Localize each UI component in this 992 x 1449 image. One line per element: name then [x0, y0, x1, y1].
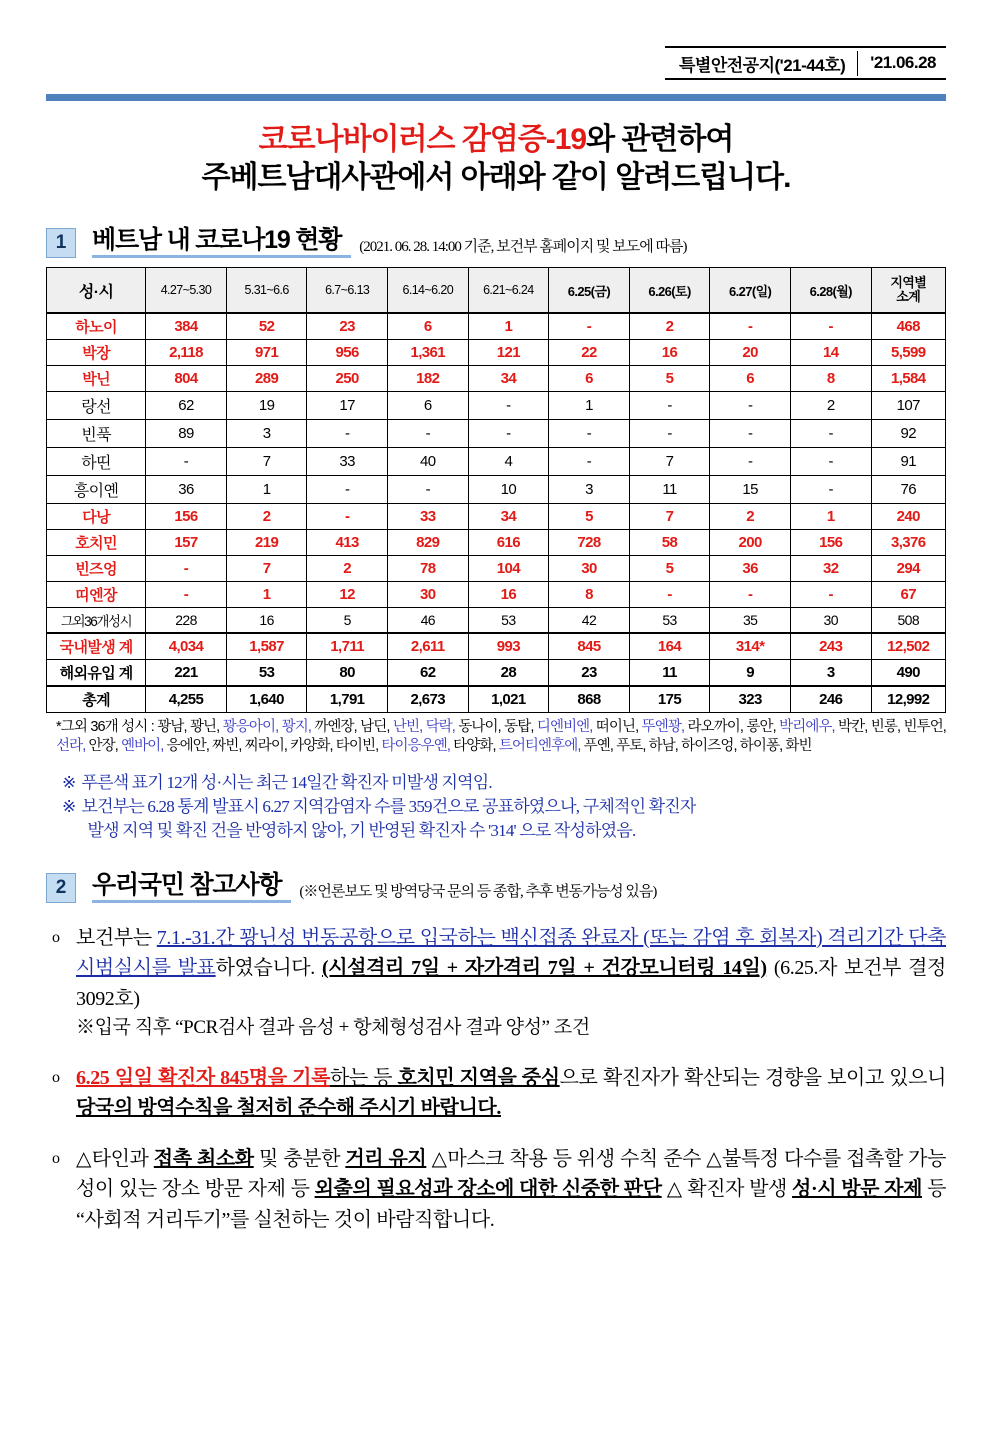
bullet-text	[76, 923, 946, 1043]
table-cell: 5	[307, 608, 388, 634]
province-name: 꽝응아이,	[222, 719, 282, 736]
table-cell: 36	[146, 476, 227, 504]
title-rest-part: 와 관련하여	[586, 123, 734, 156]
table-cell: 52	[226, 313, 307, 340]
table-cell: 58	[629, 530, 710, 556]
text-segment: 6.25 일일 확진자 845명을 기록	[76, 1066, 330, 1089]
table-cell: 228	[146, 608, 227, 634]
row-label: 다낭	[47, 504, 146, 530]
total-row-label: 국내발생 계	[47, 633, 146, 660]
table-total-row	[47, 660, 946, 687]
subtotal-head-line2: 소계	[896, 289, 921, 305]
total-cell: 1,587	[226, 633, 307, 660]
bullet-marker-icon: o	[52, 1149, 60, 1167]
table-cell: -	[468, 392, 549, 420]
table-cell: 971	[226, 340, 307, 366]
total-cell: 9	[710, 660, 791, 687]
total-cell: 490	[871, 660, 945, 687]
total-cell: 11	[629, 660, 710, 687]
province-name: 타이응우옌,	[381, 738, 454, 755]
table-row	[47, 476, 946, 504]
province-name: 카양화,	[290, 738, 336, 755]
total-cell: 2,611	[387, 633, 468, 660]
table-cell: 92	[871, 420, 945, 448]
total-cell: 164	[629, 633, 710, 660]
row-label: 띠엔장	[47, 582, 146, 608]
table-cell: 5	[629, 556, 710, 582]
table-row	[47, 340, 946, 366]
total-cell: 53	[226, 660, 307, 687]
text-segment: 보건부는	[76, 926, 157, 949]
table-cell: 7	[629, 448, 710, 476]
table-cell: 6	[549, 366, 630, 392]
table-cell: 67	[871, 582, 945, 608]
text-segment: 호치민 지역을 중심	[397, 1066, 560, 1089]
table-cell: 16	[468, 582, 549, 608]
table-cell: 1	[549, 392, 630, 420]
table-cell: 6	[387, 392, 468, 420]
province-name: 꽝남,	[157, 719, 190, 736]
table-cell: -	[790, 448, 871, 476]
province-name: 타이빈,	[335, 738, 382, 755]
province-name: 동탑,	[504, 719, 537, 736]
header-box	[665, 46, 946, 80]
title-line-2: 주베트남대사관에서 아래와 같이 알려드립니다.	[201, 161, 791, 195]
table-cell: 2	[629, 313, 710, 340]
table-cell: 6	[387, 313, 468, 340]
province-name: 응에안,	[166, 738, 213, 755]
table-cell: 1	[468, 313, 549, 340]
bullet-text	[76, 1063, 946, 1124]
table-cell: 1,584	[871, 366, 945, 392]
total-cell: 221	[146, 660, 227, 687]
total-cell: 993	[468, 633, 549, 660]
table-cell: 2	[710, 504, 791, 530]
row-label: 하노이	[47, 313, 146, 340]
row-label: 박닌	[47, 366, 146, 392]
table-row	[47, 582, 946, 608]
table-row	[47, 366, 946, 392]
total-cell: 868	[549, 686, 630, 713]
province-name: 타양화,	[453, 738, 499, 755]
provinces-footnote	[46, 718, 946, 756]
table-cell: 20	[710, 340, 791, 366]
section-2-note: (※언론보도 및 방역당국 문의 등 종합, 추후 변동가능성 있음)	[299, 883, 657, 900]
table-cell: 107	[871, 392, 945, 420]
province-name: 꽝닌,	[189, 719, 223, 736]
col-header-city: 성·시	[47, 267, 146, 313]
province-name: 꽝지,	[281, 719, 315, 736]
table-cell: 78	[387, 556, 468, 582]
section-1-number: 1	[46, 228, 76, 258]
table-cell: -	[468, 420, 549, 448]
table-total-row	[47, 686, 946, 713]
col-header-d625: 6.25(금)	[549, 267, 630, 313]
table-cell: -	[790, 476, 871, 504]
table-cell: 8	[549, 582, 630, 608]
note-continuation: 발생 지역 및 확진 건을 반영하지 않아, 기 반영된 확진자 수 '314' 으로 작성하였음.	[87, 820, 636, 840]
bullet-item	[46, 1063, 946, 1124]
title-red-part: 코로나바이러스 감염증-19	[258, 123, 587, 156]
table-cell: 15	[710, 476, 791, 504]
table-cell: -	[710, 313, 791, 340]
table-cell: 7	[226, 448, 307, 476]
table-cell: 1,361	[387, 340, 468, 366]
province-name: 롱안,	[746, 719, 780, 736]
text-segment: 당국의 방역수칙을 철저히 준수해 주시기 바랍니다.	[76, 1097, 501, 1120]
table-cell: 17	[307, 392, 388, 420]
table-cell: 42	[549, 608, 630, 634]
text-segment: 외출의 필요성과 장소에 대한 신중한 판단	[314, 1178, 662, 1201]
province-name: 찌라이,	[244, 738, 291, 755]
table-cell: 2	[790, 392, 871, 420]
row-label: 흥이옌	[47, 476, 146, 504]
section-1-note: (2021. 06. 28. 14:00 기준, 보건부 홈페이지 및 보도에 따름)	[359, 238, 687, 255]
table-cell: 728	[549, 530, 630, 556]
total-cell: 2,673	[387, 686, 468, 713]
table-row	[47, 313, 946, 340]
table-cell: 384	[146, 313, 227, 340]
table-header-row	[47, 267, 946, 313]
table-cell: 33	[387, 504, 468, 530]
table-cell: 12	[307, 582, 388, 608]
col-header-p1: 4.27~5.30	[146, 267, 227, 313]
table-cell: 53	[468, 608, 549, 634]
table-cell: 294	[871, 556, 945, 582]
table-cell: 5	[549, 504, 630, 530]
total-cell: 243	[790, 633, 871, 660]
table-cell: 34	[468, 504, 549, 530]
col-header-d628: 6.28(월)	[790, 267, 871, 313]
col-header-p4: 6.14~6.20	[387, 267, 468, 313]
section-2-title: 우리국민 참고사항	[92, 871, 291, 903]
table-cell: 2	[226, 504, 307, 530]
province-name: 뚜엔꽝,	[641, 719, 688, 736]
covid-statistics-table	[46, 267, 946, 714]
total-cell: 246	[790, 686, 871, 713]
bullet-text	[76, 1144, 946, 1235]
table-cell: 4	[468, 448, 549, 476]
table-cell: 289	[226, 366, 307, 392]
table-cell: 1	[790, 504, 871, 530]
table-cell: 3	[549, 476, 630, 504]
province-name: 박리에우,	[779, 719, 839, 736]
bullet-marker-icon: o	[52, 1068, 60, 1086]
table-cell: -	[710, 582, 791, 608]
province-name: 남딘,	[360, 719, 393, 736]
table-cell: 23	[307, 313, 388, 340]
table-cell: -	[307, 476, 388, 504]
table-row	[47, 530, 946, 556]
table-cell: 121	[468, 340, 549, 366]
table-cell: 16	[226, 608, 307, 634]
text-segment: 하는 등	[330, 1066, 398, 1089]
table-body	[47, 313, 946, 713]
table-cell: 34	[468, 366, 549, 392]
table-cell: 22	[549, 340, 630, 366]
table-row	[47, 420, 946, 448]
note-item	[46, 795, 946, 843]
table-cell: 413	[307, 530, 388, 556]
province-name: 하이퐁,	[739, 738, 786, 755]
bullet-list	[46, 923, 946, 1235]
text-segment: 7.1.-31.간 꽝닌성 번동공항으로 입국하는 백신접종 완료자 (또는 감염 후 회복자) 격리기간 단축 시범실시를 발표	[76, 926, 947, 980]
note-item	[46, 771, 946, 795]
table-cell: 829	[387, 530, 468, 556]
text-segment: 성·시 방문 자제	[792, 1178, 922, 1201]
table-cell: -	[710, 420, 791, 448]
text-segment: (6.25.자 보건부 결정 3092호)	[76, 957, 946, 1010]
title-line-1	[46, 121, 946, 159]
notes-block	[46, 771, 946, 843]
province-name: 디엔비엔,	[536, 719, 596, 736]
total-row-label: 해외유입 계	[47, 660, 146, 687]
text-segment: 및 충분한	[253, 1147, 346, 1170]
total-cell: 4,255	[146, 686, 227, 713]
document-header	[46, 46, 946, 80]
province-name: 난빈,	[392, 719, 426, 736]
total-cell: 1,640	[226, 686, 307, 713]
section-1-header	[46, 226, 946, 258]
table-cell: 1	[226, 582, 307, 608]
table-cell: 219	[226, 530, 307, 556]
province-name: 푸토,	[616, 738, 649, 755]
text-segment: 접촉 최소화	[153, 1147, 254, 1170]
page-title	[46, 121, 946, 198]
province-name: 옌바이,	[120, 738, 167, 755]
total-cell: 80	[307, 660, 388, 687]
table-total-row	[47, 633, 946, 660]
table-cell: 30	[549, 556, 630, 582]
row-label: 랑선	[47, 392, 146, 420]
table-cell: -	[549, 420, 630, 448]
col-header-p2: 5.31~6.6	[226, 267, 307, 313]
table-cell: 8	[790, 366, 871, 392]
table-cell: 240	[871, 504, 945, 530]
table-cell: -	[146, 582, 227, 608]
section-2-number: 2	[46, 873, 76, 903]
table-cell: 200	[710, 530, 791, 556]
table-cell: 616	[468, 530, 549, 556]
province-name: 빈투언,	[903, 719, 946, 736]
row-label: 호치민	[47, 530, 146, 556]
total-row-label: 총계	[47, 686, 146, 713]
total-cell: 314*	[710, 633, 791, 660]
table-cell: 7	[629, 504, 710, 530]
footnote-prefix: *그외 36개 성시 :	[56, 719, 158, 736]
table-cell: -	[629, 582, 710, 608]
total-cell: 12,502	[871, 633, 945, 660]
province-name: 화빈	[785, 738, 812, 755]
table-cell: 89	[146, 420, 227, 448]
table-row	[47, 504, 946, 530]
province-name: 닥락,	[425, 719, 459, 736]
total-cell: 4,034	[146, 633, 227, 660]
table-cell: 30	[387, 582, 468, 608]
province-name: 박칸,	[838, 719, 871, 736]
section-1-title: 베트남 내 코로나19 현황	[92, 226, 351, 258]
notice-date: '21.06.28	[870, 53, 936, 72]
table-cell: 182	[387, 366, 468, 392]
table-cell: 3	[226, 420, 307, 448]
table-cell: -	[549, 448, 630, 476]
province-name: 까엔장,	[314, 719, 361, 736]
table-row	[47, 448, 946, 476]
text-segment: 거리 유지	[345, 1147, 427, 1170]
table-row	[47, 392, 946, 420]
col-header-p5: 6.21~6.24	[468, 267, 549, 313]
province-name: 떠이닌,	[595, 719, 642, 736]
bullet-marker-icon: o	[52, 928, 60, 946]
bullet-subnote: ※입국 직후 “PCR검사 결과 음성 + 항체형성검사 결과 양성” 조건	[76, 1017, 590, 1039]
table-cell: 53	[629, 608, 710, 634]
table-cell: 5,599	[871, 340, 945, 366]
table-cell: 2,118	[146, 340, 227, 366]
table-cell: 104	[468, 556, 549, 582]
table-cell: 6	[710, 366, 791, 392]
table-cell: -	[146, 556, 227, 582]
table-cell: -	[710, 392, 791, 420]
table-cell: 156	[790, 530, 871, 556]
col-header-subtotal	[871, 267, 945, 313]
table-cell: 3,376	[871, 530, 945, 556]
table-cell: -	[629, 392, 710, 420]
table-cell: 30	[790, 608, 871, 634]
footnote-province-list	[56, 719, 946, 754]
province-name: 빈롱,	[870, 719, 904, 736]
total-cell: 1,711	[307, 633, 388, 660]
table-cell: 250	[307, 366, 388, 392]
table-cell: 33	[307, 448, 388, 476]
table-cell: 19	[226, 392, 307, 420]
province-name: 짜빈,	[212, 738, 245, 755]
table-cell: -	[146, 448, 227, 476]
table-cell: 14	[790, 340, 871, 366]
total-cell: 175	[629, 686, 710, 713]
province-name: 동나이,	[458, 719, 505, 736]
text-segment: 하였습니다.	[215, 957, 322, 980]
row-label: 하띤	[47, 448, 146, 476]
text-segment: △마스크 착용 등 위생 수칙 준수 △불특정 다수를 접촉할 가능성이 있는 장소 방문 자제 등	[76, 1147, 947, 1201]
table-cell: -	[790, 582, 871, 608]
table-cell: 7	[226, 556, 307, 582]
bullet-item	[46, 1144, 946, 1235]
total-cell: 845	[549, 633, 630, 660]
table-cell: 157	[146, 530, 227, 556]
province-name: 트어티엔후에,	[498, 738, 584, 755]
table-cell: 1	[226, 476, 307, 504]
table-row	[47, 608, 946, 634]
total-cell: 28	[468, 660, 549, 687]
table-cell: 508	[871, 608, 945, 634]
table-cell: 11	[629, 476, 710, 504]
table-cell: 91	[871, 448, 945, 476]
table-cell: -	[307, 504, 388, 530]
table-row	[47, 556, 946, 582]
table-cell: -	[549, 313, 630, 340]
province-name: 라오까이,	[687, 719, 747, 736]
table-cell: -	[629, 420, 710, 448]
table-head	[47, 267, 946, 313]
text-segment: △타인과	[76, 1147, 154, 1170]
table-cell: 5	[629, 366, 710, 392]
table-cell: 36	[710, 556, 791, 582]
note-text: 보건부는 6.28 통계 발표시 6.27 지역감염자 수를 359건으로 공표하였으나, 구체적인 확진자 발생 지역 및 확진 건을 반영하지 않아, 기 반영된 확진자 수 '314' 으로 작성하였음.	[81, 795, 946, 843]
text-segment: △ 확진자 발생	[661, 1178, 793, 1201]
table-cell: 2	[307, 556, 388, 582]
table-cell: -	[790, 420, 871, 448]
note-marker-icon: ※	[62, 772, 76, 792]
province-name: 안장,	[88, 738, 121, 755]
total-cell: 1,791	[307, 686, 388, 713]
total-cell: 23	[549, 660, 630, 687]
note-marker-icon: ※	[62, 796, 76, 816]
table-cell: 468	[871, 313, 945, 340]
table-cell: -	[387, 476, 468, 504]
row-label: 빈푹	[47, 420, 146, 448]
table-cell: 46	[387, 608, 468, 634]
table-cell: 10	[468, 476, 549, 504]
document-page	[0, 46, 992, 1235]
table-cell: 956	[307, 340, 388, 366]
table-cell: -	[710, 448, 791, 476]
table-cell: -	[790, 313, 871, 340]
notice-label: 특별안전공지('21-44호)	[665, 51, 858, 76]
note-text: 푸른색 표기 12개 성·시는 최근 14일간 확진자 미발생 지역임.	[81, 772, 492, 792]
row-label: 박장	[47, 340, 146, 366]
table-cell: 804	[146, 366, 227, 392]
province-name: 선라,	[56, 738, 89, 755]
total-cell: 323	[710, 686, 791, 713]
table-cell: 40	[387, 448, 468, 476]
col-header-d627: 6.27(일)	[710, 267, 791, 313]
col-header-d626: 6.26(토)	[629, 267, 710, 313]
province-name: 푸옌,	[583, 738, 617, 755]
text-segment: 으로 확진자가 확산되는 경향을 보이고 있으니	[559, 1066, 947, 1089]
table-cell: -	[387, 420, 468, 448]
province-name: 하남,	[648, 738, 682, 755]
subtotal-head-line1: 지역별	[890, 275, 927, 291]
section-2-header	[46, 871, 946, 903]
total-cell: 62	[387, 660, 468, 687]
total-cell: 12,992	[871, 686, 945, 713]
province-name: 하이즈엉,	[681, 738, 740, 755]
text-segment: 등 “사회적 거리두기”를 실천하는 것이 바람직합니다.	[76, 1178, 946, 1231]
total-cell: 3	[790, 660, 871, 687]
table-cell: 16	[629, 340, 710, 366]
blue-divider-rule	[46, 94, 946, 101]
text-segment: (시설격리 7일 + 자가격리 7일 + 건강모니터링 14일)	[321, 957, 767, 980]
total-cell: 1,021	[468, 686, 549, 713]
col-header-p3: 6.7~6.13	[307, 267, 388, 313]
table-cell: 35	[710, 608, 791, 634]
row-label: 빈즈엉	[47, 556, 146, 582]
table-cell: 32	[790, 556, 871, 582]
table-cell: 76	[871, 476, 945, 504]
table-cell: -	[307, 420, 388, 448]
bullet-item	[46, 923, 946, 1043]
table-cell: 62	[146, 392, 227, 420]
table-cell: 156	[146, 504, 227, 530]
row-label: 그외36개성시	[47, 608, 146, 634]
